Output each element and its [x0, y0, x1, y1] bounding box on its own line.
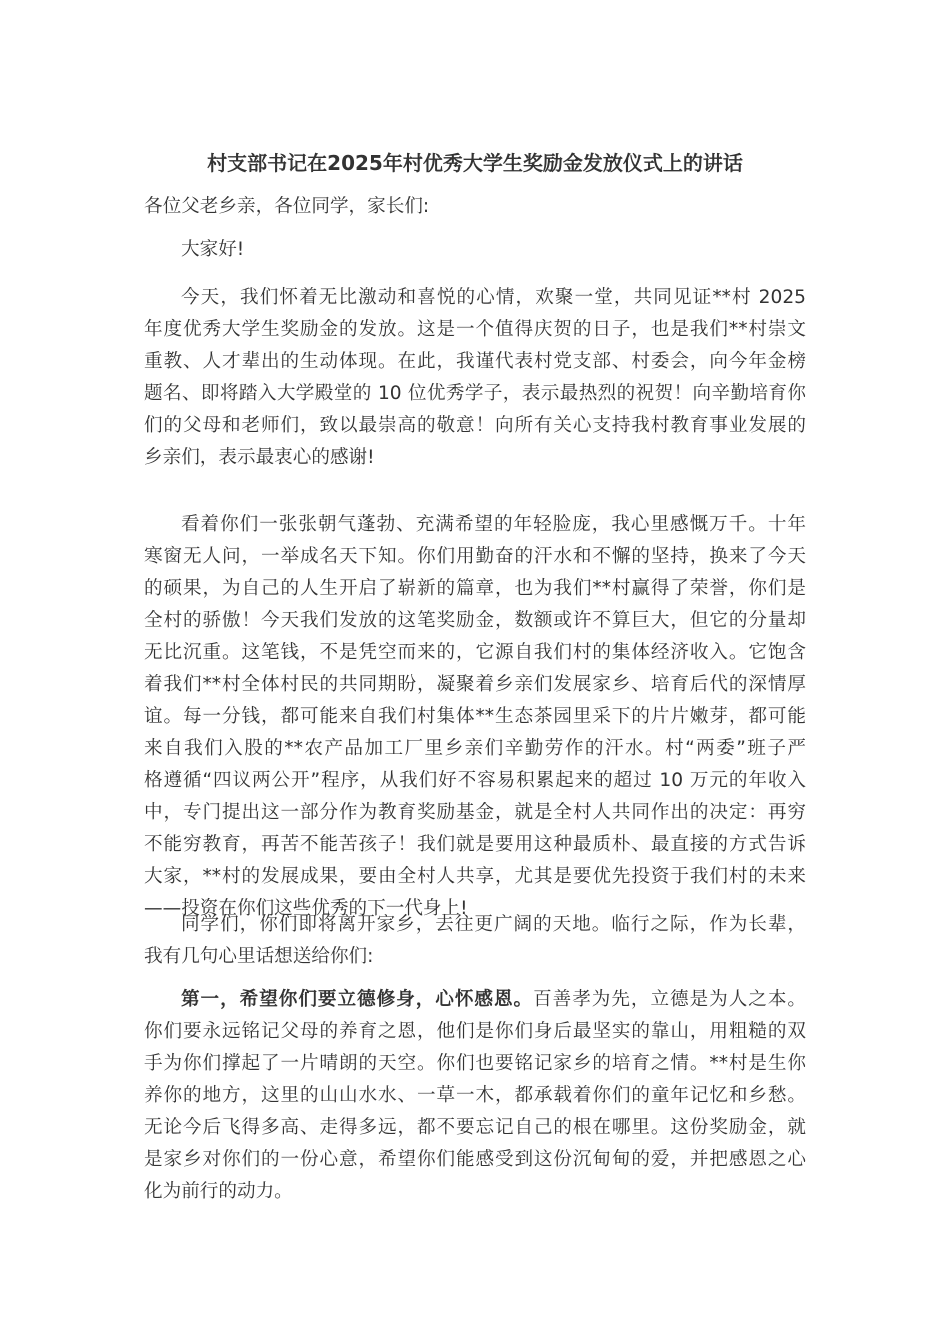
point1-first-line: [144, 984, 806, 1016]
text-line: 乡亲们，表示最衷心的感谢!: [144, 447, 375, 468]
greeting-line: 各位父老乡亲，各位同学，家长们:: [144, 196, 430, 217]
text-line: 我有几句心里话想送给你们:: [144, 946, 374, 967]
text-line: 年度优秀大学生奖励金的发放。这是一个值得庆贺的日子，也是我们**村崇文: [144, 319, 806, 340]
text-line: 寒窗无人问，一举成名天下知。你们用勤奋的汗水和不懈的坚持，换来了今天: [144, 546, 806, 567]
text-line: 今天，我们怀着无比激动和喜悦的心情，欢聚一堂，共同见证**村 2025: [181, 287, 806, 308]
hello-line: 大家好!: [181, 239, 245, 260]
paragraph-1: [144, 282, 806, 474]
text-line: 题名、即将踏入大学殿堂的 10 位优秀学子，表示最热烈的祝贺！向辛勤培育你: [144, 383, 806, 404]
hello: [144, 234, 806, 266]
text-line: 大家，**村的发展成果，要由全村人共享，尤其是要优先投资于我们村的未来: [144, 866, 806, 887]
document-title: 村支部书记在2025年村优秀大学生奖励金发放仪式上的讲话: [207, 151, 743, 175]
text-line: 全村的骄傲！今天我们发放的这笔奖励金，数额或许不算巨大，但它的分量却: [144, 610, 806, 631]
text-line: 重教、人才辈出的生动体现。在此，我谨代表村党支部、村委会，向今年金榜: [144, 351, 806, 372]
paragraph-point-1: [144, 984, 806, 1208]
text-line: 不能穷教育，再苦不能苦孩子！我们就是要用这种最质朴、最直接的方式告诉: [144, 834, 806, 855]
text-line: ——投资在你们这些优秀的下一代身上!: [144, 898, 468, 919]
text-line: 同学们，你们即将离开家乡，去往更广阔的天地。临行之际，作为长辈，: [181, 914, 806, 935]
text-line: 来自我们入股的**农产品加工厂里乡亲们辛勤劳作的汗水。村“两委”班子严: [144, 738, 806, 759]
paragraph-2: [144, 509, 806, 925]
point1-heading: 第一，希望你们要立德修身，心怀感恩。: [181, 989, 534, 1010]
text-line: 的硕果，为自己的人生开启了崭新的篇章，也为我们**村赢得了荣誉，你们是: [144, 578, 806, 599]
text-line: 看着你们一张张朝气蓬勃、充满希望的年轻脸庞，我心里感慨万千。十年: [181, 514, 806, 535]
text-line: 中，专门提出这一部分作为教育奖励基金，就是全村人共同作出的决定：再穷: [144, 802, 806, 823]
text-line: 无论今后飞得多高、走得多远，都不要忘记自己的根在哪里。这份奖励金，就: [144, 1117, 806, 1138]
text-line: 化为前行的动力。: [144, 1181, 293, 1202]
text-line: 格遵循“四议两公开”程序，从我们好不容易积累起来的超过 10 万元的年收入: [144, 770, 806, 791]
paragraph-3: [144, 909, 806, 973]
text-line: 们的父母和老师们，致以最崇高的敬意！向所有关心支持我村教育事业发展的: [144, 415, 806, 436]
greeting: [144, 191, 806, 223]
text-line: 是家乡对你们的一份心意，希望你们能感受到这份沉甸甸的爱，并把感恩之心: [144, 1149, 806, 1170]
text-line: 谊。每一分钱，都可能来自我们村集体**生态茶园里采下的片片嫩芽，都可能: [144, 706, 806, 727]
text-line: 着我们**村全体村民的共同期盼，凝聚着乡亲们发展家乡、培育后代的深情厚: [144, 674, 806, 695]
point1-first-line-rest: 百善孝为先，立德是为人之本。: [533, 989, 806, 1010]
text-line: 无比沉重。这笔钱，不是凭空而来的，它源自我们村的集体经济收入。它饱含: [144, 642, 806, 663]
text-line: 养你的地方，这里的山山水水、一草一木，都承载着你们的童年记忆和乡愁。: [144, 1085, 806, 1106]
text-line: 手为你们撑起了一片晴朗的天空。你们也要铭记家乡的培育之情。**村是生你: [144, 1053, 806, 1074]
text-line: 你们要永远铭记父母的养育之恩，他们是你们身后最坚实的靠山，用粗糙的双: [144, 1021, 806, 1042]
